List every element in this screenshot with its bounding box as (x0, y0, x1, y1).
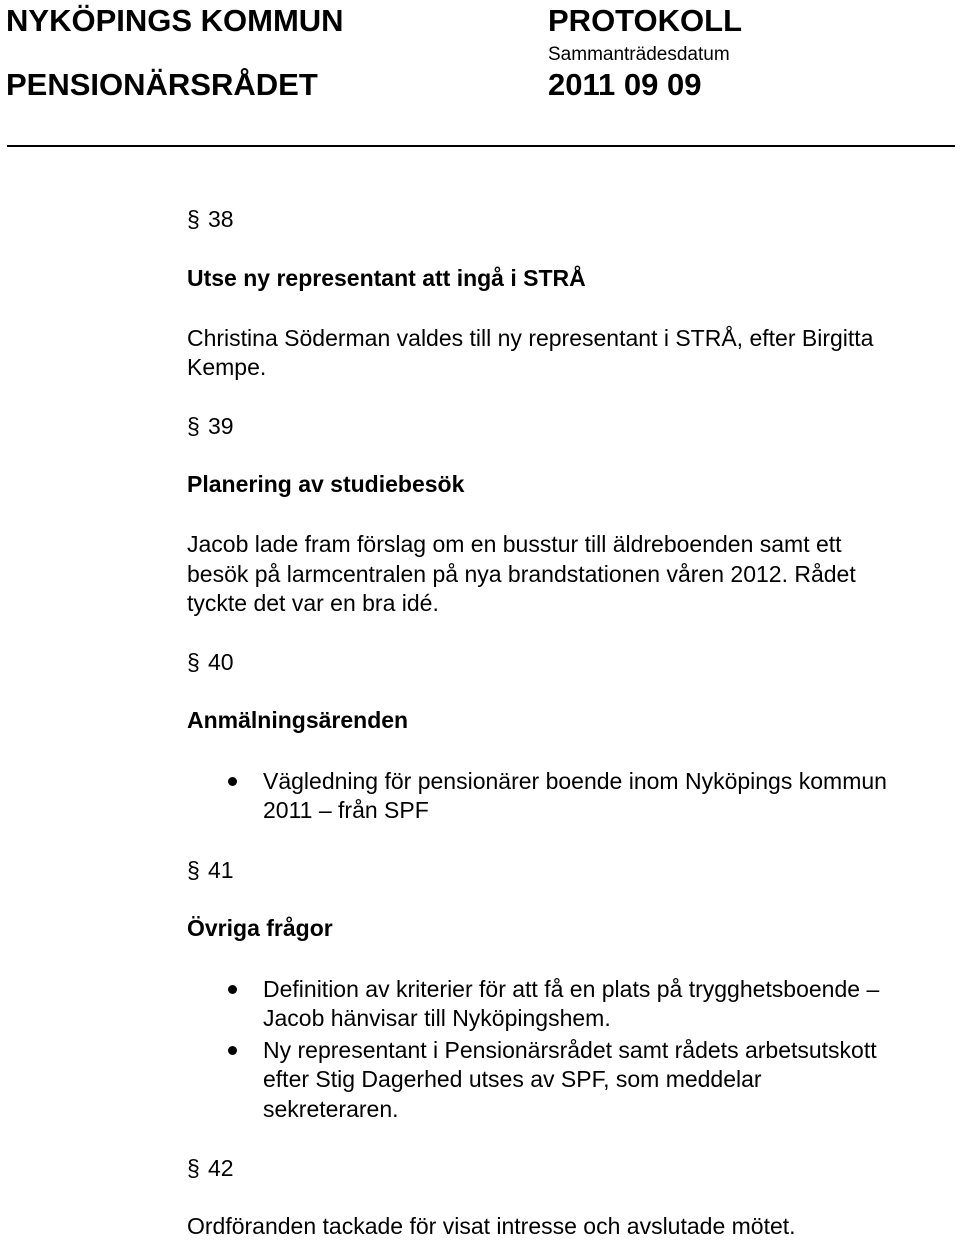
meeting-date: 2011 09 09 (548, 67, 702, 102)
section-41-bullet-2-line-1: Ny representant i Pensionärsrådet samt rådets arbetsutskott (263, 1037, 877, 1063)
section-39-title: Planering av studiebesök (187, 471, 465, 497)
section-41-bullet-2-line-3: sekreteraren. (263, 1096, 399, 1122)
section-39-number: § 39 (187, 413, 234, 439)
section-symbol: § (187, 857, 200, 883)
section-symbol: § (187, 413, 200, 439)
section-41-bullet-1-line-2: Jacob hänvisar till Nyköpingshem. (263, 1005, 611, 1031)
section-41-title: Övriga frågor (187, 915, 333, 941)
document-type: PROTOKOLL (548, 3, 743, 38)
section-symbol: § (187, 649, 200, 675)
section-41-bullet-2-line-2: efter Stig Dagerhed utses av SPF, som meddelar (263, 1066, 762, 1092)
section-40-number: § 40 (187, 649, 234, 675)
meeting-date-label: Sammanträdesdatum (548, 44, 730, 65)
section-38-body-line-2: Kempe. (187, 354, 267, 380)
section-39-body-line-1: Jacob lade fram förslag om en busstur till äldreboenden samt ett (187, 531, 842, 557)
bullet-icon (228, 777, 237, 786)
section-40-bullet-1-line-2: 2011 – från SPF (263, 797, 429, 823)
section-42-body: Ordföranden tackade för visat intresse och avslutade mötet. (187, 1213, 796, 1239)
council-name: PENSIONÄRSRÅDET (6, 67, 318, 102)
section-41-number: § 41 (187, 857, 234, 883)
organization-name: NYKÖPINGS KOMMUN (6, 3, 344, 38)
section-39-body-line-2: besök på larmcentralen på nya brandstationen våren 2012. Rådet (187, 561, 856, 587)
section-41-bullet-1-line-1: Definition av kriterier för att få en plats på trygghetsboende – (263, 976, 880, 1002)
section-38-title: Utse ny representant att ingå i STRÅ (187, 265, 586, 291)
section-42-number: § 42 (187, 1155, 234, 1181)
bullet-icon (228, 985, 237, 994)
section-40-title: Anmälningsärenden (187, 707, 409, 733)
section-symbol: § (187, 1155, 200, 1181)
section-38-body-line-1: Christina Söderman valdes till ny representant i STRÅ, efter Birgitta (187, 325, 874, 351)
section-symbol: § (187, 206, 200, 232)
header-divider (7, 145, 955, 147)
section-38-number: § 38 (187, 206, 234, 232)
section-40-bullet-1-line-1: Vägledning för pensionärer boende inom Nyköpings kommun (263, 768, 887, 794)
section-39-body-line-3: tyckte det var en bra idé. (187, 590, 439, 616)
bullet-icon (228, 1046, 237, 1055)
